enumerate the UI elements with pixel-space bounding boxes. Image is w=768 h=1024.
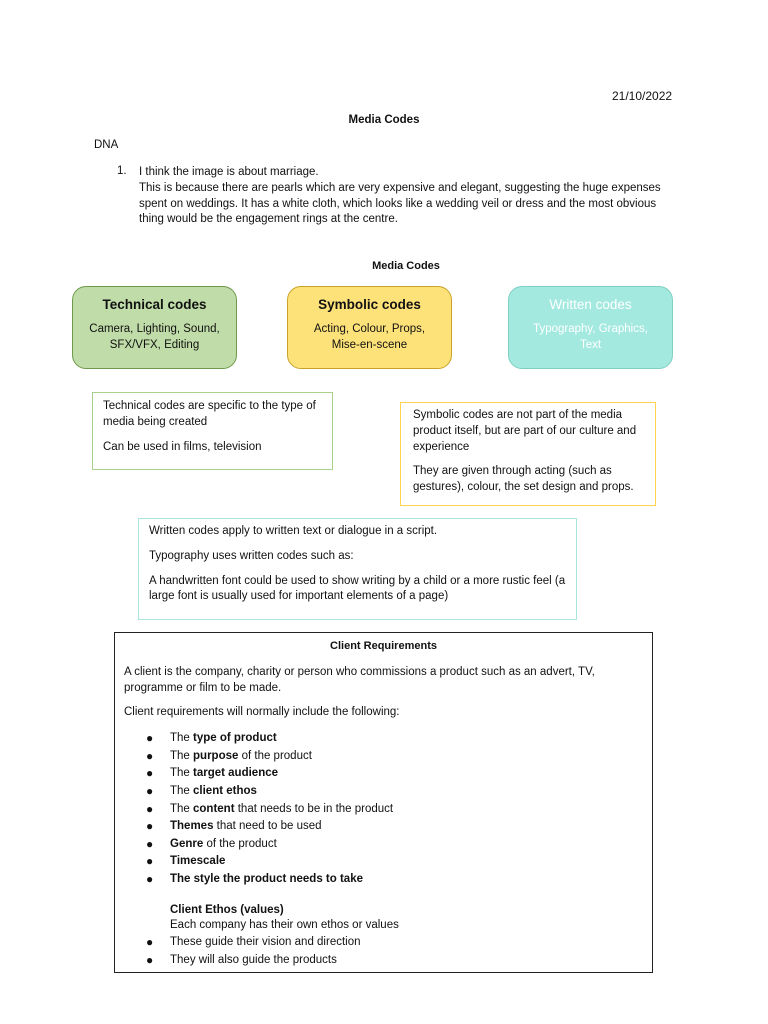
written-codes-pill: [508, 286, 673, 369]
bullet-icon: ●: [146, 783, 154, 798]
symbolic-codes-line-1: Acting, Colour, Props,: [313, 323, 426, 335]
bullet-icon: ●: [146, 952, 154, 967]
list-item: ● They will also guide the products: [124, 952, 643, 970]
technical-note-p2: Can be used in films, television: [103, 440, 262, 453]
client-intro: A client is the company, charity or person who commissions a product such as an advert, TV, programme or film to be made.: [124, 665, 595, 694]
written-codes-heading: Written codes: [549, 297, 632, 312]
list-item: ● These guide their vision and direction: [124, 934, 643, 952]
written-codes-line-1: Typography, Graphics,: [533, 323, 648, 335]
written-codes-note: [138, 518, 577, 620]
list-item: ● The target audience: [124, 765, 643, 783]
list-item: ● Genre of the product: [124, 836, 643, 854]
question-answer: [139, 165, 684, 228]
list-item: ● The content that needs to be in the product: [124, 801, 643, 819]
answer-line-2: This is because there are pearls which are very expensive and elegant, suggesting the huge expenses spent on weddings. It has a white cloth, which looks like a wedding veil or dress and the most obvious thing would be the engagement rings at the centre.: [139, 181, 661, 226]
bullet-icon: ●: [146, 748, 154, 763]
written-codes-line-2: Text: [579, 339, 602, 351]
technical-codes-line-2: SFX/VFX, Editing: [109, 339, 200, 351]
bullet-icon: ●: [146, 731, 154, 746]
answer-line-1: I think the image is about marriage.: [139, 166, 319, 178]
written-note-p2: Typography uses written codes such as:: [149, 549, 354, 562]
bullet-icon: ●: [146, 871, 154, 886]
symbolic-codes-line-2: Mise-en-scene: [331, 339, 408, 351]
symbolic-note-p1: Symbolic codes are not part of the media product itself, but are part of our culture and experience: [413, 409, 637, 453]
written-note-p1: Written codes apply to written text or dialogue in a script.: [149, 525, 438, 537]
list-item: ● The purpose of the product: [124, 748, 643, 766]
symbolic-codes-pill: [287, 286, 452, 369]
bullet-icon: ●: [146, 836, 154, 851]
client-requirements-box: [114, 632, 653, 973]
page-title: Media Codes: [348, 114, 420, 126]
symbolic-note-p2: They are given through acting (such as gestures), colour, the set design and props.: [413, 465, 634, 494]
client-ethos-text: Each company has their own ethos or values: [170, 919, 399, 932]
diagram-title: Media Codes: [372, 260, 440, 272]
written-codes-list: [509, 321, 672, 353]
bullet-icon: ●: [146, 766, 154, 781]
list-item: ● Themes that need to be used: [124, 818, 643, 836]
client-list-intro: Client requirements will normally include the following:: [124, 706, 400, 719]
question-number: 1.: [117, 165, 127, 177]
client-ethos-heading: Client Ethos (values): [170, 903, 284, 916]
technical-codes-pill: [72, 286, 237, 369]
technical-note-p1: Technical codes are specific to the type of media being created: [103, 400, 316, 428]
dna-label: DNA: [94, 139, 119, 151]
bullet-icon: ●: [146, 801, 154, 816]
symbolic-codes-note: [400, 402, 656, 506]
list-item: ● The style the product needs to take: [124, 871, 643, 889]
document-date: 21/10/2022: [612, 89, 673, 103]
client-ethos-list: [124, 934, 643, 969]
list-item: ● The type of product: [124, 730, 643, 748]
technical-codes-note: [92, 392, 333, 470]
list-item: ● Timescale: [124, 853, 643, 871]
technical-codes-list: [73, 321, 236, 353]
bullet-icon: ●: [146, 854, 154, 869]
bullet-icon: ●: [146, 935, 154, 950]
client-requirements-list: [124, 730, 643, 888]
technical-codes-heading: Technical codes: [102, 297, 207, 312]
bullet-icon: ●: [146, 819, 154, 834]
symbolic-codes-list: [288, 321, 451, 353]
client-requirements-heading: Client Requirements: [330, 640, 437, 652]
written-note-p3: A handwritten font could be used to show writing by a child or a more rustic feel (a large font is usually used for important elements of a page): [149, 574, 566, 603]
symbolic-codes-heading: Symbolic codes: [318, 297, 421, 312]
technical-codes-line-1: Camera, Lighting, Sound,: [89, 323, 220, 335]
list-item: ● The client ethos: [124, 783, 643, 801]
